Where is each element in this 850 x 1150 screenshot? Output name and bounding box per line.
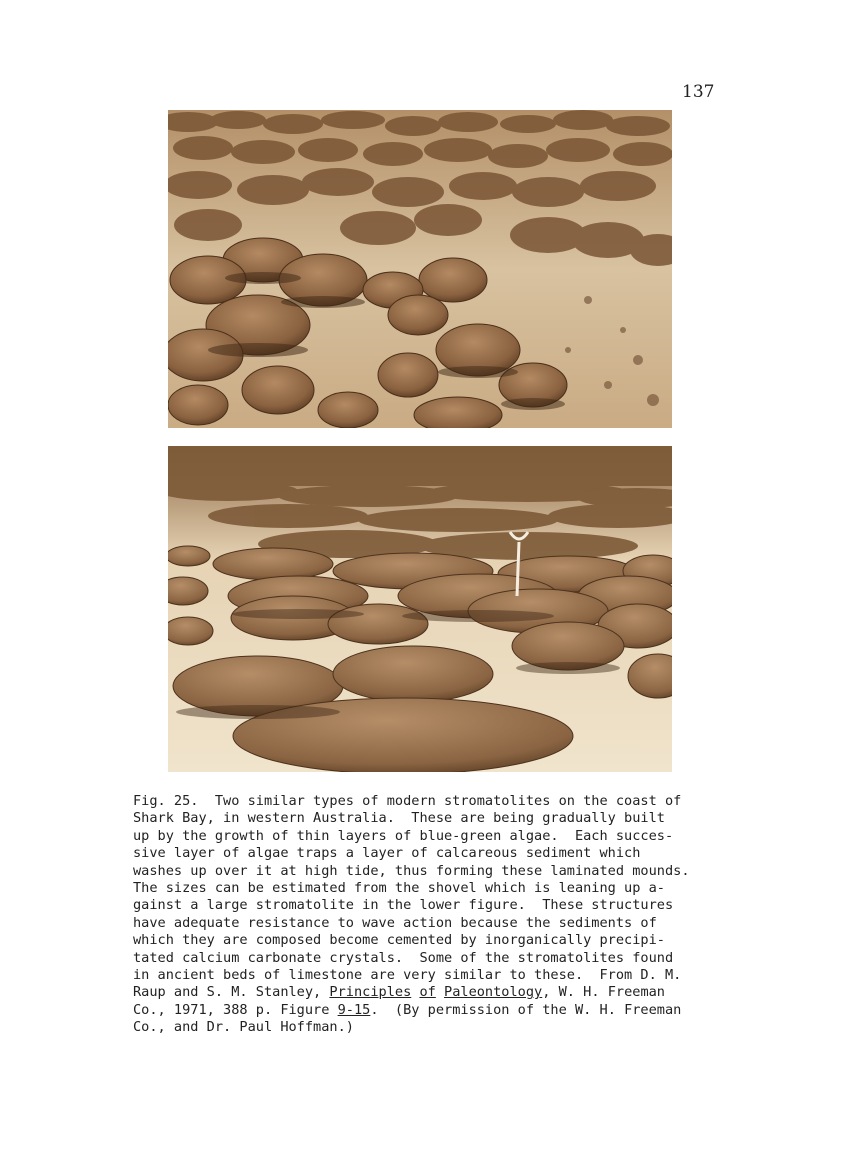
- caption-line: which they are composed become cemented by inorganically precipi-: [133, 932, 665, 949]
- book-title-word: Paleontology: [444, 984, 543, 1001]
- figure-caption: [133, 793, 723, 1037]
- figure-reference: 9-15: [337, 1001, 371, 1018]
- caption-line: sive layer of algae traps a layer of calcareous sediment which: [133, 845, 641, 862]
- book-title-word: Principles: [329, 984, 412, 1001]
- caption-line: Fig. 25. Two similar types of modern stromatolites on the coast of: [133, 793, 682, 809]
- caption-line: in ancient beds of limestone are very similar to these. From D. M.: [133, 967, 682, 984]
- caption-line: Shark Bay, in western Australia. These are being gradually built: [133, 810, 665, 827]
- citation-line: Co., and Dr. Paul Hoffman.): [133, 1019, 354, 1036]
- book-title-word: of: [419, 984, 436, 1001]
- page-number: 137: [682, 82, 715, 102]
- citation-publisher: , W. H. Freeman: [542, 984, 665, 1001]
- citation-line: [133, 1002, 723, 1019]
- caption-line: washes up over it at high tide, thus forming these laminated mounds.: [133, 862, 690, 879]
- caption-line: up by the growth of thin layers of blue-green algae. Each succes-: [133, 827, 674, 844]
- caption-line: tated calcium carbonate crystals. Some of the stromatolites found: [133, 949, 674, 966]
- stromatolite-photo-bottom: [168, 446, 672, 772]
- caption-line: The sizes can be estimated from the shovel which is leaning up a-: [133, 880, 665, 897]
- citation-permission: . (By permission of the W. H. Freeman: [370, 1001, 682, 1018]
- stromatolite-photo-top: [168, 110, 672, 428]
- citation-year-pages: Co., 1971, 388 p. Figure: [133, 1001, 338, 1018]
- citation-authors: Raup and S. M. Stanley,: [133, 984, 330, 1001]
- citation-line: [133, 984, 723, 1001]
- spacer: [436, 984, 444, 1000]
- caption-line: have adequate resistance to wave action because the sediments of: [133, 914, 657, 931]
- caption-line: gainst a large stromatolite in the lower figure. These structures: [133, 897, 674, 914]
